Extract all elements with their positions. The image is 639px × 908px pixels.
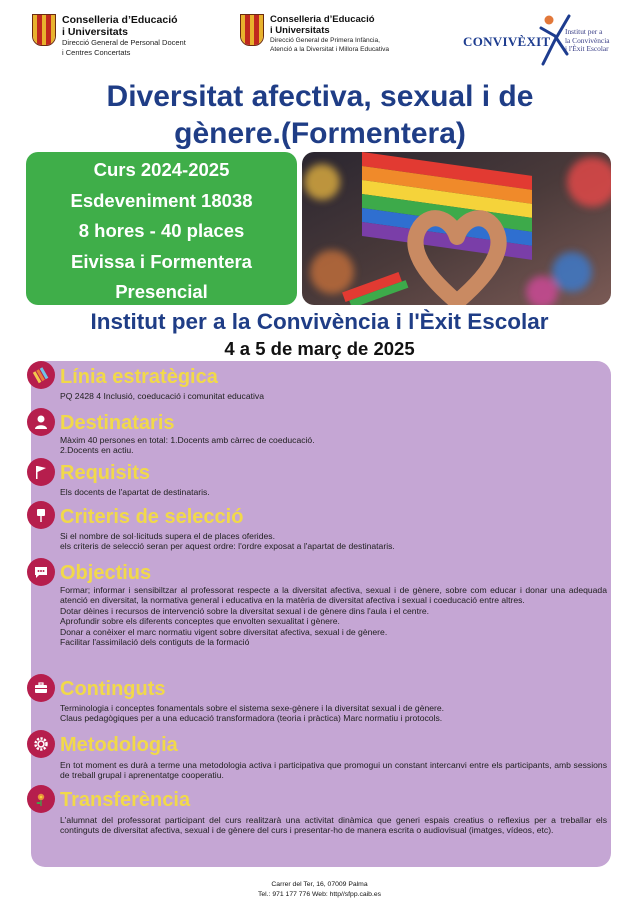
org-name-line2: i Universitats	[62, 26, 128, 38]
logo-subtitle-line2: la Convivència	[565, 35, 610, 45]
section-line: L'alumnat del professorat participant del curs realitzarà una activitat dinàmica que generi espais creatius o reflexius per a treballar els continguts de diversitat afectiva, sexual i de gènere del curs i presentar-ho de manera escrita o audiovisual (imatges, vídeos, etc).	[60, 815, 607, 836]
balearic-crest-icon	[240, 14, 264, 46]
section-criteris-seleccio	[28, 505, 607, 552]
logo-subtitle-line3: i l'Èxit Escolar	[565, 44, 609, 53]
section-title: Transferència	[60, 789, 191, 811]
section-line: Si el nombre de sol·licituds supera el de places oferides.	[60, 531, 275, 541]
directorate-line2: i Centres Concertats	[62, 48, 131, 57]
course-year: Curs 2024-2025	[93, 159, 230, 180]
section-objectius	[28, 561, 607, 647]
course-location: Eivissa i Formentera	[71, 250, 252, 272]
photo-illustration	[302, 152, 611, 305]
section-line: Facilitar l'assimilació dels contiguts de la formació	[60, 637, 250, 648]
balearic-crest-icon	[32, 14, 56, 46]
section-line: Donar a conèixer el marc normatiu vigent sobre diversitat afectiva, sexual i de gènere.	[60, 626, 388, 637]
course-mode: Presencial	[115, 281, 208, 302]
logo-subtitle-line1: Institut per a	[565, 27, 603, 36]
course-dates: 4 a 5 de març de 2025	[224, 338, 415, 359]
section-line: Claus pedagògiques per a una educació transformadora (teoria i pràctica) Marc normatiu i protocols.	[60, 713, 443, 724]
section-title: Línia estratègica	[60, 366, 218, 388]
section-line: Terminologia i conceptes fonamentals sobre el sistema sexe-gènere i la diversitat sexual i de gènere.	[60, 703, 445, 713]
directorate-line1: Direcció General de Primera Infància,	[270, 37, 380, 44]
institute-name: Institut per a la Convivència i l'Èxit Escolar	[90, 309, 549, 334]
section-title: Objectius	[60, 562, 152, 584]
section-destinataris	[28, 411, 607, 456]
org-name-line1: Conselleria d’Educació	[62, 14, 178, 26]
section-line: PQ 2428 4 Inclusió, coeducació i comunitat educativa	[60, 391, 264, 401]
hours-places: 8 hores - 40 places	[78, 220, 245, 241]
header-left-logo	[32, 14, 186, 58]
footer-contact: Tel.: 971 177 776 Web: http//sfpp.caib.es	[257, 890, 382, 898]
convivexit-logo	[463, 14, 623, 70]
section-line: 2.Docents en actiu.	[60, 445, 134, 456]
section-metodologia	[28, 733, 607, 781]
rainbow-flag-heart-hands-photo	[302, 152, 611, 305]
section-line: En tot moment es durà a terme una metodologia activa i participativa que promogui un constant intercanvi entre els participants, amb sessions de treball grupal i aprenentatge cooperatiu.	[60, 760, 607, 781]
section-line: Els docents de l'apartat de destinataris.	[60, 487, 210, 497]
header-center-logo	[240, 14, 389, 54]
event-number: Esdeveniment 18038	[70, 189, 253, 211]
logo-wordmark: CONVIVÈXIT	[463, 34, 551, 49]
directorate-line2: Atenció a la Diversitat i Millora Educativa	[270, 46, 390, 53]
section-line: els criteris de selecció seran per aquest ordre: l'ordre exposat a l'apartat de destinataris.	[60, 541, 395, 552]
footer	[0, 880, 639, 899]
section-title: Metodologia	[60, 734, 178, 756]
title-line2: gènere.(Formentera)	[174, 117, 466, 150]
section-transferencia	[28, 788, 607, 836]
course-info-box	[26, 152, 297, 305]
section-title: Criteris de selecció	[60, 506, 244, 528]
title-line1: Diversitat afectiva, sexual i de	[106, 80, 534, 113]
section-title: Requisits	[60, 462, 151, 484]
section-linia-estrategica	[28, 365, 607, 401]
org-name-line1: Conselleria d’Educació	[270, 14, 375, 25]
org-name-line2: i Universitats	[270, 25, 330, 36]
section-line: Formar; informar i sensibiltzar al professorat respecte a la diversitat afectiva, sexual i de gènere, sobre com educar i donar una adequada atenció en diversitat, la normativa general i educativa en la matèria de diversitat afectiva i sexual i coeducació entre altres.	[60, 585, 607, 606]
footer-address: Carrer del Ter, 16, 07009 Palma	[271, 881, 368, 888]
section-line: Aprofundir sobre els diferents conceptes que envolten sexualitat i gènere.	[60, 616, 340, 627]
page-title	[40, 78, 600, 152]
directorate-line1: Direcció General de Personal Docent	[62, 38, 186, 47]
section-requisits	[28, 461, 607, 497]
section-title: Destinataris	[60, 412, 175, 434]
section-continguts	[28, 677, 607, 724]
logo-subtitle	[565, 28, 610, 54]
section-line: Dotar dèines i recursos de intervenció sobre la diversitat sexual i de gènere dins l'aula i el centre.	[60, 605, 429, 616]
section-line: Màxim 40 persones en total: 1.Docents amb càrrec de coeducació.	[60, 435, 315, 445]
section-title: Continguts	[60, 678, 166, 700]
